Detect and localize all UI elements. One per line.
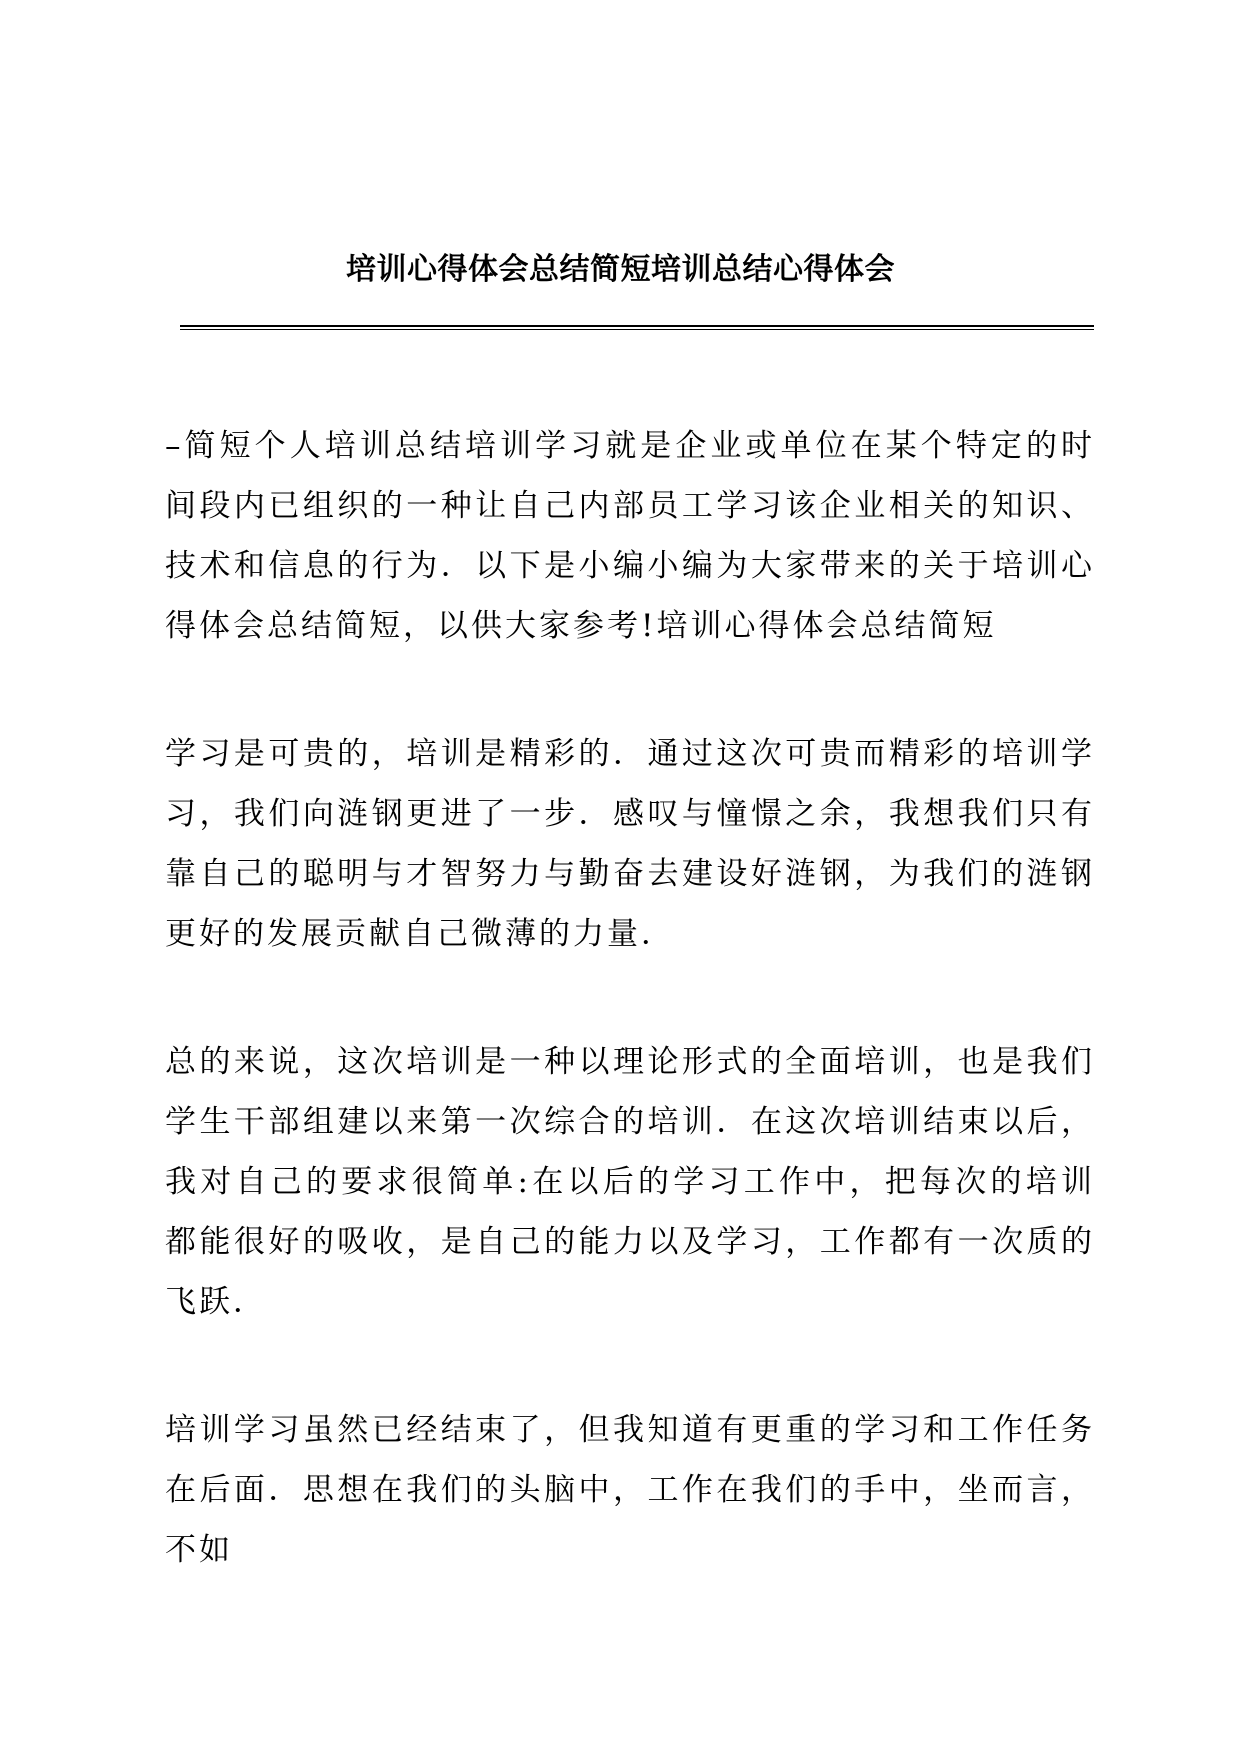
document-title: 培训心得体会总结简短培训总结心得体会 <box>346 252 895 287</box>
paragraph-learning: 学习是可贵的，培训是精彩的．通过这次可贵而精彩的培训学习，我们向涟钢更进了一步．感叹与憧憬之余，我想我们只有靠自己的聪明与才智努力与勤奋去建设好涟钢，为我们的涟钢更好的发展贡献自己微薄的力量． <box>165 736 1095 952</box>
paragraph-summary: 总的来说，这次培训是一种以理论形式的全面培训，也是我们学生干部组建以来第一次综合的培训．在这次培训结束以后，我对自己的要求很简单:在以后的学习工作中，把每次的培训都能很好的吸收，是自己的能力以及学习，工作都有一次质的飞跃． <box>165 1044 1095 1320</box>
paragraph-intro: –简短个人培训总结培训学习就是企业或单位在某个特定的时间段内已组织的一种让自己内部员工学习该企业相关的知识、技术和信息的行为．以下是小编小编为大家带来的关于培训心得体会总结简短，以供大家参考!培训心得体会总结简短 <box>165 428 1095 644</box>
title-divider <box>180 325 1094 330</box>
document-body <box>165 416 1095 1648</box>
paragraph-conclusion: 培训学习虽然已经结束了，但我知道有更重的学习和工作任务在后面．思想在我们的头脑中，工作在我们的手中，坐而言，不如 <box>165 1412 1095 1568</box>
